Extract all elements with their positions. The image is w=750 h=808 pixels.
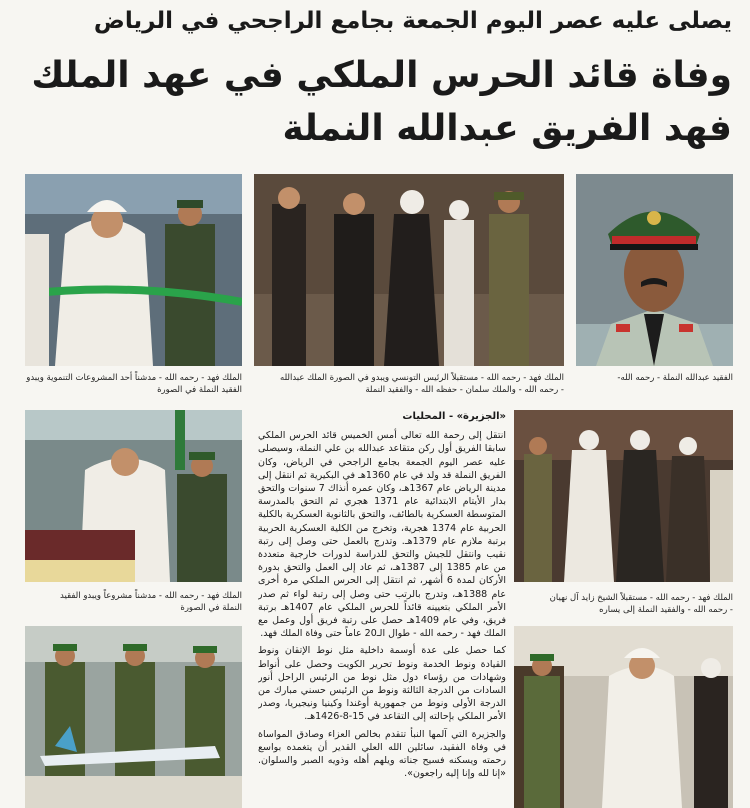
photo-aircraft-model-exhibit bbox=[25, 626, 242, 808]
photo-portrait bbox=[576, 174, 733, 366]
byline: «الجزيرة» - المحليات bbox=[402, 411, 506, 422]
caption-photo-2: الملك فهد - رحمه الله - مستقبلاً الرئيس التونسي ويبدو في الصورة الملك عبدالله - رحمه الله - والملك سلمان - حفظه الله - والفقيد النملة bbox=[280, 373, 564, 395]
photo-project-inauguration bbox=[25, 410, 242, 582]
article-body bbox=[258, 410, 506, 808]
caption-photo-1: الفقيد عبدالله النملة - رحمه الله- bbox=[617, 373, 733, 383]
article-paragraph: انتقل إلى رحمة الله تعالى أمس الخميس قائد الحرس الملكي سابقا الفريق أول ركن متقاعد عبدالله بن علي النملة، وسيصلى عليه عصر اليوم الجمعة بجامع الراجحي في الرياض، وكان الفريق النملة قد ولد في عام 1360هـ في البكيرية ثم انتقل إلى مدينة الرياض عام 1367هـ، وكان عمره أنذاك 7 سنوات والتحق بدار الأيتام الابتدائية عام 1371 هجري ثم التحق بالمدرسة المتوسطة العسكرية بالطائف، والتحق بالثانوية العسكرية بالكلية الحربية عام 1374 هجرية، وتخرج من الكلية العسكرية الحربية برتبة ملازم عام 1379هـ. وتدرج بالعمل حتى وصل إلى رتبة نقيب وانتقل للجيش والتحق للدراسة لدورات خارجية متعددة من عام 1385 إلى 1387هـ، ثم عاد إلى العمل والتحق بدورة الأركان لمدة 6 أشهر، ثم انتقل إلى الحرس الملكي مرة أخرى عام 1388هـ، وتدرج بالرتب حتى وصل إلى رتبة لواء ثم صدر الأمر الملكي بتعيينه قائداً للحرس الملكي عام 1407هـ برتبة فريق، وفي عام 1409هـ حصل على رتبة فريق أول وعمل مع الملك فهد - رحمه الله - طوال الـ20 عاماً حتى وفاة الملك فهد. bbox=[258, 430, 506, 640]
caption-photo-4: الملك فهد - رحمه الله - مستقبلاً الشيخ زايد آل نهيان - رحمه الله - والفقيد النملة إلى يساره bbox=[549, 593, 733, 615]
photo-king-with-guards bbox=[514, 626, 733, 808]
article-paragraph: والجزيرة التي آلمها النبأ تتقدم بخالص العزاء وصادق المواساة في وفاة الفقيد، سائلين الله العلي القدير أن يتغمده بواسع رحمته ويسكنه فسيح جناته ويلهم أهله وذويه الصبر والسلوان. «إنا لله وإنا إليه راجعون». bbox=[258, 728, 506, 780]
photo-reception-tunisian-president bbox=[254, 174, 564, 366]
photo-reception-sheikh-zayed bbox=[514, 410, 733, 582]
caption-photo-5: الملك فهد - رحمه الله - مدشناً مشروعاً ويبدو الفقيد النملة في الصورة bbox=[60, 591, 242, 613]
caption-photo-3: الملك فهد - رحمه الله - مدشناً أحد المشروعات التنموية ويبدو الفقيد النملة في الصورة bbox=[26, 373, 242, 395]
headline-line-2: فهد الفريق عبدالله النملة bbox=[282, 108, 732, 149]
article-paragraph: كما حصل على عدة أوسمة داخلية مثل نوط الإتقان ونوط القيادة ونوط الخدمة ونوط تحرير الكويت وحصل على أنواط وشهادات من رؤساء دول مثل نوط من الرئيس الراحل أنور السادات من الدرجة الثالثة ونوط من الرئيس حسني مبارك من الدرجة الأولى ونوط من جمهورية أوغندا وكينيا ونيجيريا، وصدر الأمر الملكي بإحالته إلى التقاعد في 15-8-1426هـ. bbox=[258, 645, 506, 723]
photo-ribbon-cutting bbox=[25, 174, 242, 366]
kicker: يصلى عليه عصر اليوم الجمعة بجامع الراجحي في الرياض bbox=[93, 8, 732, 34]
headline-line-1: وفاة قائد الحرس الملكي في عهد الملك bbox=[31, 55, 732, 96]
